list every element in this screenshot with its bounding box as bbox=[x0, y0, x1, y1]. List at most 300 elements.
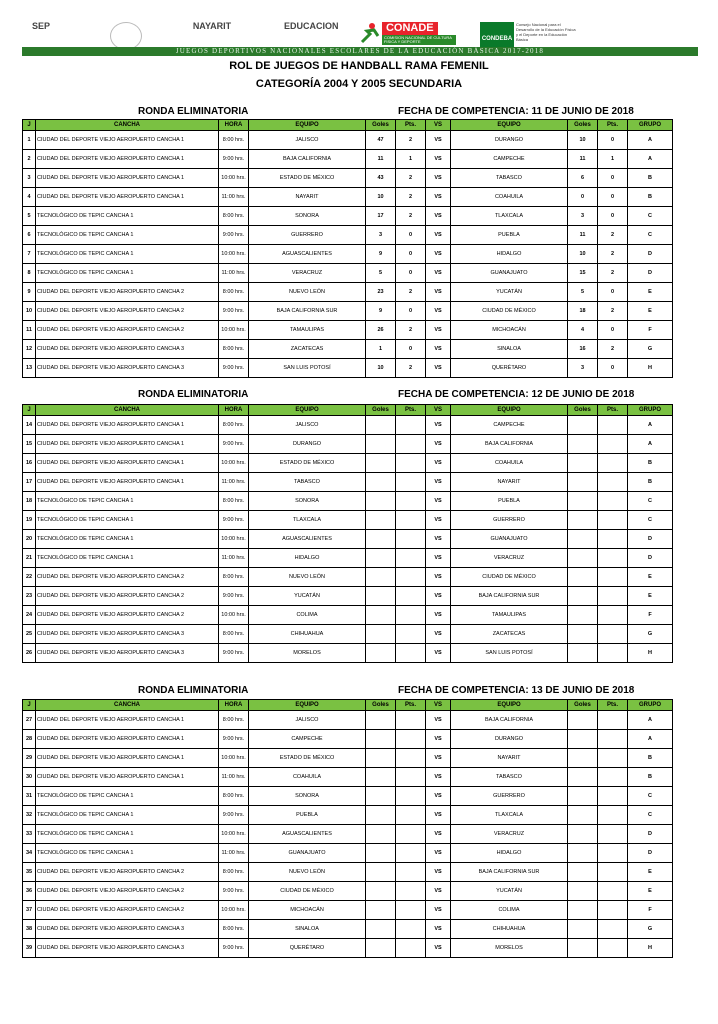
cell-pts-visitante: 2 bbox=[598, 340, 628, 359]
table-row bbox=[23, 920, 673, 939]
column-header-grupo: GRUPO bbox=[628, 405, 673, 416]
cell-match-number: 31 bbox=[23, 787, 36, 806]
cell-equipo-visitante: PUEBLA bbox=[451, 492, 568, 511]
cell-cancha: CIUDAD DEL DEPORTE VIEJO AEROPUERTO CANCHA 3 bbox=[36, 359, 219, 378]
cell-goles-local bbox=[366, 825, 396, 844]
cell-goles-visitante bbox=[568, 844, 598, 863]
cell-goles-visitante: 5 bbox=[568, 283, 598, 302]
cell-equipo-local: PUEBLA bbox=[249, 806, 366, 825]
cell-cancha: CIUDAD DEL DEPORTE VIEJO AEROPUERTO CANCHA 3 bbox=[36, 625, 219, 644]
cell-pts-local bbox=[396, 768, 426, 787]
cell-match-number: 27 bbox=[23, 711, 36, 730]
column-header-cancha: CANCHA bbox=[36, 405, 219, 416]
cell-hora: 8:00 hrs. bbox=[219, 863, 249, 882]
cell-pts-local: 0 bbox=[396, 245, 426, 264]
cell-pts-local bbox=[396, 939, 426, 958]
cell-goles-local bbox=[366, 511, 396, 530]
cell-equipo-local: YUCATÁN bbox=[249, 587, 366, 606]
cell-match-number: 8 bbox=[23, 264, 36, 283]
table-row bbox=[23, 283, 673, 302]
cell-equipo-local: SINALOA bbox=[249, 920, 366, 939]
column-header-goles-local: Goles bbox=[366, 120, 396, 131]
cell-vs: VS bbox=[426, 226, 451, 245]
cell-goles-local bbox=[366, 749, 396, 768]
cell-equipo-local: GUERRERO bbox=[249, 226, 366, 245]
cell-goles-visitante bbox=[568, 587, 598, 606]
cell-equipo-visitante: HIDALGO bbox=[451, 245, 568, 264]
cell-equipo-local: TABASCO bbox=[249, 473, 366, 492]
table-row bbox=[23, 806, 673, 825]
cell-goles-visitante: 18 bbox=[568, 302, 598, 321]
cell-equipo-local: SONORA bbox=[249, 492, 366, 511]
table-row bbox=[23, 606, 673, 625]
cell-goles-visitante: 15 bbox=[568, 264, 598, 283]
cell-pts-local: 2 bbox=[396, 207, 426, 226]
cell-pts-visitante: 0 bbox=[598, 131, 628, 150]
cell-match-number: 34 bbox=[23, 844, 36, 863]
cell-pts-visitante bbox=[598, 711, 628, 730]
cell-cancha: TECNOLÓGICO DE TEPIC CANCHA 1 bbox=[36, 245, 219, 264]
cell-equipo-local: JALISCO bbox=[249, 131, 366, 150]
cell-goles-local: 17 bbox=[366, 207, 396, 226]
cell-hora: 8:00 hrs. bbox=[219, 920, 249, 939]
cell-match-number: 9 bbox=[23, 283, 36, 302]
cell-pts-local bbox=[396, 825, 426, 844]
column-header-pts-visitante: Pts. bbox=[598, 700, 628, 711]
cell-match-number: 33 bbox=[23, 825, 36, 844]
cell-hora: 9:00 hrs. bbox=[219, 150, 249, 169]
cell-pts-local: 1 bbox=[396, 150, 426, 169]
table-row bbox=[23, 901, 673, 920]
cell-goles-visitante bbox=[568, 606, 598, 625]
cell-goles-local: 1 bbox=[366, 340, 396, 359]
cell-equipo-visitante: HIDALGO bbox=[451, 844, 568, 863]
cell-equipo-visitante: COAHUILA bbox=[451, 188, 568, 207]
cell-cancha: CIUDAD DEL DEPORTE VIEJO AEROPUERTO CANCHA 1 bbox=[36, 416, 219, 435]
table-header-row bbox=[23, 120, 673, 131]
cell-hora: 11:00 hrs. bbox=[219, 264, 249, 283]
cell-cancha: CIUDAD DEL DEPORTE VIEJO AEROPUERTO CANCHA 1 bbox=[36, 150, 219, 169]
cell-vs: VS bbox=[426, 169, 451, 188]
cell-match-number: 3 bbox=[23, 169, 36, 188]
cell-equipo-local: HIDALGO bbox=[249, 549, 366, 568]
cell-goles-local bbox=[366, 644, 396, 663]
cell-pts-local bbox=[396, 530, 426, 549]
cell-vs: VS bbox=[426, 435, 451, 454]
cell-hora: 8:00 hrs. bbox=[219, 492, 249, 511]
column-header-equipo-local: EQUIPO bbox=[249, 405, 366, 416]
cell-hora: 11:00 hrs. bbox=[219, 188, 249, 207]
cell-goles-visitante: 11 bbox=[568, 150, 598, 169]
cell-hora: 9:00 hrs. bbox=[219, 644, 249, 663]
table-row bbox=[23, 131, 673, 150]
cell-vs: VS bbox=[426, 150, 451, 169]
cell-pts-visitante bbox=[598, 473, 628, 492]
nayarit-logo: NAYARIT bbox=[192, 21, 232, 31]
column-header-hora: HORA bbox=[219, 405, 249, 416]
cell-equipo-local: AGUASCALIENTES bbox=[249, 825, 366, 844]
table-row bbox=[23, 340, 673, 359]
cell-pts-visitante bbox=[598, 844, 628, 863]
cell-hora: 9:00 hrs. bbox=[219, 435, 249, 454]
cell-vs: VS bbox=[426, 806, 451, 825]
cell-goles-local bbox=[366, 416, 396, 435]
table-row bbox=[23, 226, 673, 245]
cell-goles-visitante bbox=[568, 435, 598, 454]
cell-pts-local bbox=[396, 749, 426, 768]
cell-vs: VS bbox=[426, 711, 451, 730]
column-header-pts-local: Pts. bbox=[396, 120, 426, 131]
cell-pts-visitante bbox=[598, 625, 628, 644]
cell-cancha: CIUDAD DEL DEPORTE VIEJO AEROPUERTO CANCHA 2 bbox=[36, 587, 219, 606]
cell-cancha: CIUDAD DEL DEPORTE VIEJO AEROPUERTO CANCHA 3 bbox=[36, 920, 219, 939]
column-header-hora: HORA bbox=[219, 120, 249, 131]
cell-pts-visitante: 0 bbox=[598, 188, 628, 207]
column-header-goles-visitante: Goles bbox=[568, 405, 598, 416]
cell-goles-visitante: 10 bbox=[568, 245, 598, 264]
cell-pts-visitante bbox=[598, 882, 628, 901]
cell-vs: VS bbox=[426, 787, 451, 806]
cell-match-number: 21 bbox=[23, 549, 36, 568]
cell-equipo-visitante: TABASCO bbox=[451, 169, 568, 188]
cell-hora: 10:00 hrs. bbox=[219, 245, 249, 264]
cell-equipo-visitante: BAJA CALIFORNIA SUR bbox=[451, 587, 568, 606]
cell-pts-visitante bbox=[598, 920, 628, 939]
cell-goles-local bbox=[366, 920, 396, 939]
cell-grupo: C bbox=[628, 511, 673, 530]
section-header bbox=[22, 685, 698, 699]
cell-vs: VS bbox=[426, 625, 451, 644]
cell-pts-local bbox=[396, 587, 426, 606]
conade-runner-icon bbox=[360, 22, 380, 44]
cell-cancha: TECNOLÓGICO DE TEPIC CANCHA 1 bbox=[36, 530, 219, 549]
table-header-row bbox=[23, 405, 673, 416]
cell-hora: 11:00 hrs. bbox=[219, 473, 249, 492]
cell-vs: VS bbox=[426, 530, 451, 549]
cell-vs: VS bbox=[426, 920, 451, 939]
cell-grupo: D bbox=[628, 844, 673, 863]
cell-grupo: B bbox=[628, 169, 673, 188]
cell-equipo-visitante: GUANAJUATO bbox=[451, 530, 568, 549]
cell-match-number: 10 bbox=[23, 302, 36, 321]
cell-cancha: TECNOLÓGICO DE TEPIC CANCHA 1 bbox=[36, 844, 219, 863]
cell-equipo-local: CIUDAD DE MÉXICO bbox=[249, 882, 366, 901]
cell-cancha: TECNOLÓGICO DE TEPIC CANCHA 1 bbox=[36, 787, 219, 806]
cell-cancha: CIUDAD DEL DEPORTE VIEJO AEROPUERTO CANCHA 1 bbox=[36, 169, 219, 188]
table-row bbox=[23, 549, 673, 568]
column-header-equipo-visitante: EQUIPO bbox=[451, 405, 568, 416]
cell-pts-visitante: 2 bbox=[598, 245, 628, 264]
cell-grupo: D bbox=[628, 530, 673, 549]
column-header-equipo-visitante: EQUIPO bbox=[451, 700, 568, 711]
cell-cancha: TECNOLÓGICO DE TEPIC CANCHA 1 bbox=[36, 226, 219, 245]
ronda-label: RONDA ELIMINATORIA bbox=[138, 389, 249, 400]
cell-pts-local bbox=[396, 730, 426, 749]
cell-equipo-local: MICHOACÁN bbox=[249, 901, 366, 920]
cell-hora: 10:00 hrs. bbox=[219, 454, 249, 473]
cell-equipo-local: GUANAJUATO bbox=[249, 844, 366, 863]
cell-match-number: 20 bbox=[23, 530, 36, 549]
fecha-competencia: FECHA DE COMPETENCIA: 12 DE JUNIO DE 2018 bbox=[398, 389, 635, 400]
cell-hora: 11:00 hrs. bbox=[219, 844, 249, 863]
cell-goles-visitante bbox=[568, 939, 598, 958]
cell-grupo: E bbox=[628, 283, 673, 302]
cell-grupo: D bbox=[628, 549, 673, 568]
cell-hora: 8:00 hrs. bbox=[219, 131, 249, 150]
cell-pts-visitante: 0 bbox=[598, 283, 628, 302]
cell-cancha: CIUDAD DEL DEPORTE VIEJO AEROPUERTO CANCHA 1 bbox=[36, 454, 219, 473]
cell-equipo-visitante: TLAXCALA bbox=[451, 207, 568, 226]
cell-grupo: B bbox=[628, 768, 673, 787]
cell-goles-local: 26 bbox=[366, 321, 396, 340]
cell-goles-visitante: 3 bbox=[568, 207, 598, 226]
cell-equipo-visitante: YUCATÁN bbox=[451, 283, 568, 302]
cell-equipo-visitante: GUERRERO bbox=[451, 511, 568, 530]
cell-equipo-visitante: NAYARIT bbox=[451, 749, 568, 768]
cell-equipo-local: DURANGO bbox=[249, 435, 366, 454]
cell-goles-local bbox=[366, 549, 396, 568]
table-row bbox=[23, 416, 673, 435]
fecha-competencia: FECHA DE COMPETENCIA: 11 DE JUNIO DE 2018 bbox=[398, 106, 634, 117]
cell-match-number: 11 bbox=[23, 321, 36, 340]
column-header-pts-local: Pts. bbox=[396, 700, 426, 711]
cell-goles-local bbox=[366, 587, 396, 606]
cell-pts-visitante: 2 bbox=[598, 302, 628, 321]
cell-equipo-local: COLIMA bbox=[249, 606, 366, 625]
cell-goles-local bbox=[366, 568, 396, 587]
cell-equipo-local: TLAXCALA bbox=[249, 511, 366, 530]
cell-grupo: C bbox=[628, 226, 673, 245]
cell-equipo-local: NAYARIT bbox=[249, 188, 366, 207]
cell-match-number: 14 bbox=[23, 416, 36, 435]
cell-cancha: TECNOLÓGICO DE TEPIC CANCHA 1 bbox=[36, 549, 219, 568]
cell-equipo-local: COAHUILA bbox=[249, 768, 366, 787]
cell-grupo: B bbox=[628, 473, 673, 492]
cell-hora: 9:00 hrs. bbox=[219, 359, 249, 378]
table-row bbox=[23, 787, 673, 806]
cell-equipo-local: NUEVO LEÓN bbox=[249, 568, 366, 587]
cell-goles-visitante bbox=[568, 768, 598, 787]
cell-pts-local bbox=[396, 435, 426, 454]
cell-cancha: TECNOLÓGICO DE TEPIC CANCHA 1 bbox=[36, 264, 219, 283]
cell-pts-visitante bbox=[598, 730, 628, 749]
cell-hora: 9:00 hrs. bbox=[219, 882, 249, 901]
cell-hora: 10:00 hrs. bbox=[219, 530, 249, 549]
cell-pts-visitante bbox=[598, 454, 628, 473]
cell-goles-visitante bbox=[568, 511, 598, 530]
cell-equipo-local: CAMPECHE bbox=[249, 730, 366, 749]
cell-equipo-visitante: YUCATÁN bbox=[451, 882, 568, 901]
cell-hora: 8:00 hrs. bbox=[219, 416, 249, 435]
cell-pts-visitante: 2 bbox=[598, 264, 628, 283]
table-row bbox=[23, 711, 673, 730]
cell-grupo: A bbox=[628, 711, 673, 730]
cell-equipo-visitante: CIUDAD DE MÉXICO bbox=[451, 568, 568, 587]
cell-vs: VS bbox=[426, 454, 451, 473]
cell-pts-local: 2 bbox=[396, 131, 426, 150]
cell-pts-visitante bbox=[598, 568, 628, 587]
table-row bbox=[23, 264, 673, 283]
cell-equipo-local: MORELOS bbox=[249, 644, 366, 663]
table-row bbox=[23, 511, 673, 530]
cell-hora: 10:00 hrs. bbox=[219, 825, 249, 844]
cell-cancha: CIUDAD DEL DEPORTE VIEJO AEROPUERTO CANCHA 2 bbox=[36, 321, 219, 340]
cell-vs: VS bbox=[426, 302, 451, 321]
cell-equipo-local: SONORA bbox=[249, 787, 366, 806]
column-header-vs: VS bbox=[426, 700, 451, 711]
cell-grupo: H bbox=[628, 644, 673, 663]
table-row bbox=[23, 435, 673, 454]
cell-vs: VS bbox=[426, 416, 451, 435]
cell-grupo: A bbox=[628, 435, 673, 454]
cell-equipo-visitante: ZACATECAS bbox=[451, 625, 568, 644]
cell-equipo-visitante: TLAXCALA bbox=[451, 806, 568, 825]
cell-equipo-local: QUERÉTARO bbox=[249, 939, 366, 958]
cell-goles-local bbox=[366, 939, 396, 958]
cell-vs: VS bbox=[426, 768, 451, 787]
cell-match-number: 25 bbox=[23, 625, 36, 644]
cell-pts-visitante bbox=[598, 587, 628, 606]
cell-match-number: 22 bbox=[23, 568, 36, 587]
cell-pts-visitante bbox=[598, 901, 628, 920]
cell-equipo-visitante: CAMPECHE bbox=[451, 416, 568, 435]
cell-pts-visitante bbox=[598, 806, 628, 825]
cell-pts-visitante bbox=[598, 825, 628, 844]
column-header-goles-visitante: Goles bbox=[568, 700, 598, 711]
cell-goles-local bbox=[366, 787, 396, 806]
column-header-cancha: CANCHA bbox=[36, 700, 219, 711]
cell-goles-local bbox=[366, 806, 396, 825]
cell-pts-visitante bbox=[598, 787, 628, 806]
cell-match-number: 24 bbox=[23, 606, 36, 625]
cell-vs: VS bbox=[426, 283, 451, 302]
cell-goles-visitante: 10 bbox=[568, 131, 598, 150]
cell-pts-visitante: 0 bbox=[598, 359, 628, 378]
cell-pts-local bbox=[396, 787, 426, 806]
cell-goles-local: 9 bbox=[366, 302, 396, 321]
cell-cancha: CIUDAD DEL DEPORTE VIEJO AEROPUERTO CANCHA 1 bbox=[36, 730, 219, 749]
column-header-equipo-local: EQUIPO bbox=[249, 120, 366, 131]
column-header-hora: HORA bbox=[219, 700, 249, 711]
cell-vs: VS bbox=[426, 473, 451, 492]
cell-goles-local bbox=[366, 863, 396, 882]
column-header-pts-visitante: Pts. bbox=[598, 120, 628, 131]
cell-pts-local: 0 bbox=[396, 226, 426, 245]
table-row bbox=[23, 150, 673, 169]
cell-equipo-visitante: DURANGO bbox=[451, 131, 568, 150]
cell-pts-local bbox=[396, 882, 426, 901]
cell-pts-local bbox=[396, 568, 426, 587]
cell-grupo: E bbox=[628, 882, 673, 901]
cell-goles-visitante bbox=[568, 492, 598, 511]
cell-match-number: 17 bbox=[23, 473, 36, 492]
cell-goles-visitante: 4 bbox=[568, 321, 598, 340]
table-row bbox=[23, 245, 673, 264]
table-row bbox=[23, 882, 673, 901]
cell-vs: VS bbox=[426, 730, 451, 749]
cell-equipo-local: BAJA CALIFORNIA bbox=[249, 150, 366, 169]
cell-pts-local bbox=[396, 416, 426, 435]
cell-equipo-visitante: CHIHUAHUA bbox=[451, 920, 568, 939]
table-row bbox=[23, 863, 673, 882]
cell-goles-visitante bbox=[568, 863, 598, 882]
cell-goles-local bbox=[366, 882, 396, 901]
cell-match-number: 29 bbox=[23, 749, 36, 768]
cell-grupo: C bbox=[628, 207, 673, 226]
cell-cancha: CIUDAD DEL DEPORTE VIEJO AEROPUERTO CANCHA 2 bbox=[36, 863, 219, 882]
cell-goles-local: 47 bbox=[366, 131, 396, 150]
cell-match-number: 32 bbox=[23, 806, 36, 825]
cell-vs: VS bbox=[426, 321, 451, 340]
cell-hora: 8:00 hrs. bbox=[219, 283, 249, 302]
table-row bbox=[23, 568, 673, 587]
column-header-pts-local: Pts. bbox=[396, 405, 426, 416]
cell-pts-visitante: 0 bbox=[598, 169, 628, 188]
cell-match-number: 19 bbox=[23, 511, 36, 530]
cell-vs: VS bbox=[426, 207, 451, 226]
cell-cancha: CIUDAD DEL DEPORTE VIEJO AEROPUERTO CANCHA 1 bbox=[36, 768, 219, 787]
cell-equipo-visitante: CAMPECHE bbox=[451, 150, 568, 169]
cell-grupo: B bbox=[628, 188, 673, 207]
cell-grupo: G bbox=[628, 920, 673, 939]
cell-goles-local: 5 bbox=[366, 264, 396, 283]
cell-hora: 8:00 hrs. bbox=[219, 568, 249, 587]
cell-equipo-visitante: GUERRERO bbox=[451, 787, 568, 806]
cell-cancha: CIUDAD DEL DEPORTE VIEJO AEROPUERTO CANCHA 3 bbox=[36, 340, 219, 359]
table-row bbox=[23, 321, 673, 340]
cell-grupo: C bbox=[628, 787, 673, 806]
cell-cancha: CIUDAD DEL DEPORTE VIEJO AEROPUERTO CANCHA 2 bbox=[36, 302, 219, 321]
cell-equipo-local: NUEVO LEÓN bbox=[249, 863, 366, 882]
fecha-competencia: FECHA DE COMPETENCIA: 13 DE JUNIO DE 2018 bbox=[398, 685, 635, 696]
cell-equipo-local: AGUASCALIENTES bbox=[249, 245, 366, 264]
cell-equipo-visitante: COLIMA bbox=[451, 901, 568, 920]
cell-grupo: G bbox=[628, 625, 673, 644]
cell-goles-visitante bbox=[568, 711, 598, 730]
cell-grupo: B bbox=[628, 454, 673, 473]
cell-equipo-visitante: DURANGO bbox=[451, 730, 568, 749]
cell-hora: 9:00 hrs. bbox=[219, 226, 249, 245]
cell-equipo-visitante: TAMAULIPAS bbox=[451, 606, 568, 625]
cell-cancha: CIUDAD DEL DEPORTE VIEJO AEROPUERTO CANCHA 1 bbox=[36, 749, 219, 768]
cell-goles-local: 9 bbox=[366, 245, 396, 264]
cell-goles-visitante bbox=[568, 644, 598, 663]
cell-cancha: CIUDAD DEL DEPORTE VIEJO AEROPUERTO CANCHA 1 bbox=[36, 711, 219, 730]
column-header-goles-local: Goles bbox=[366, 700, 396, 711]
cell-vs: VS bbox=[426, 549, 451, 568]
gobierno-seal-logo bbox=[110, 22, 142, 50]
cell-goles-local bbox=[366, 901, 396, 920]
cell-goles-local bbox=[366, 492, 396, 511]
cell-goles-visitante: 3 bbox=[568, 359, 598, 378]
cell-pts-visitante: 0 bbox=[598, 207, 628, 226]
cell-cancha: TECNOLÓGICO DE TEPIC CANCHA 1 bbox=[36, 492, 219, 511]
cell-pts-local bbox=[396, 863, 426, 882]
cell-grupo: F bbox=[628, 606, 673, 625]
cell-hora: 9:00 hrs. bbox=[219, 730, 249, 749]
cell-equipo-visitante: PUEBLA bbox=[451, 226, 568, 245]
cell-equipo-visitante: CIUDAD DE MÉXICO bbox=[451, 302, 568, 321]
cell-pts-local bbox=[396, 473, 426, 492]
cell-goles-visitante bbox=[568, 473, 598, 492]
conade-logo: CONADE COMISION NACIONAL DE CULTURA FISICA Y DEPORTE bbox=[360, 22, 480, 50]
table-row bbox=[23, 730, 673, 749]
cell-goles-local bbox=[366, 711, 396, 730]
cell-goles-visitante bbox=[568, 454, 598, 473]
cell-vs: VS bbox=[426, 606, 451, 625]
column-header-vs: VS bbox=[426, 405, 451, 416]
column-header-grupo: GRUPO bbox=[628, 120, 673, 131]
